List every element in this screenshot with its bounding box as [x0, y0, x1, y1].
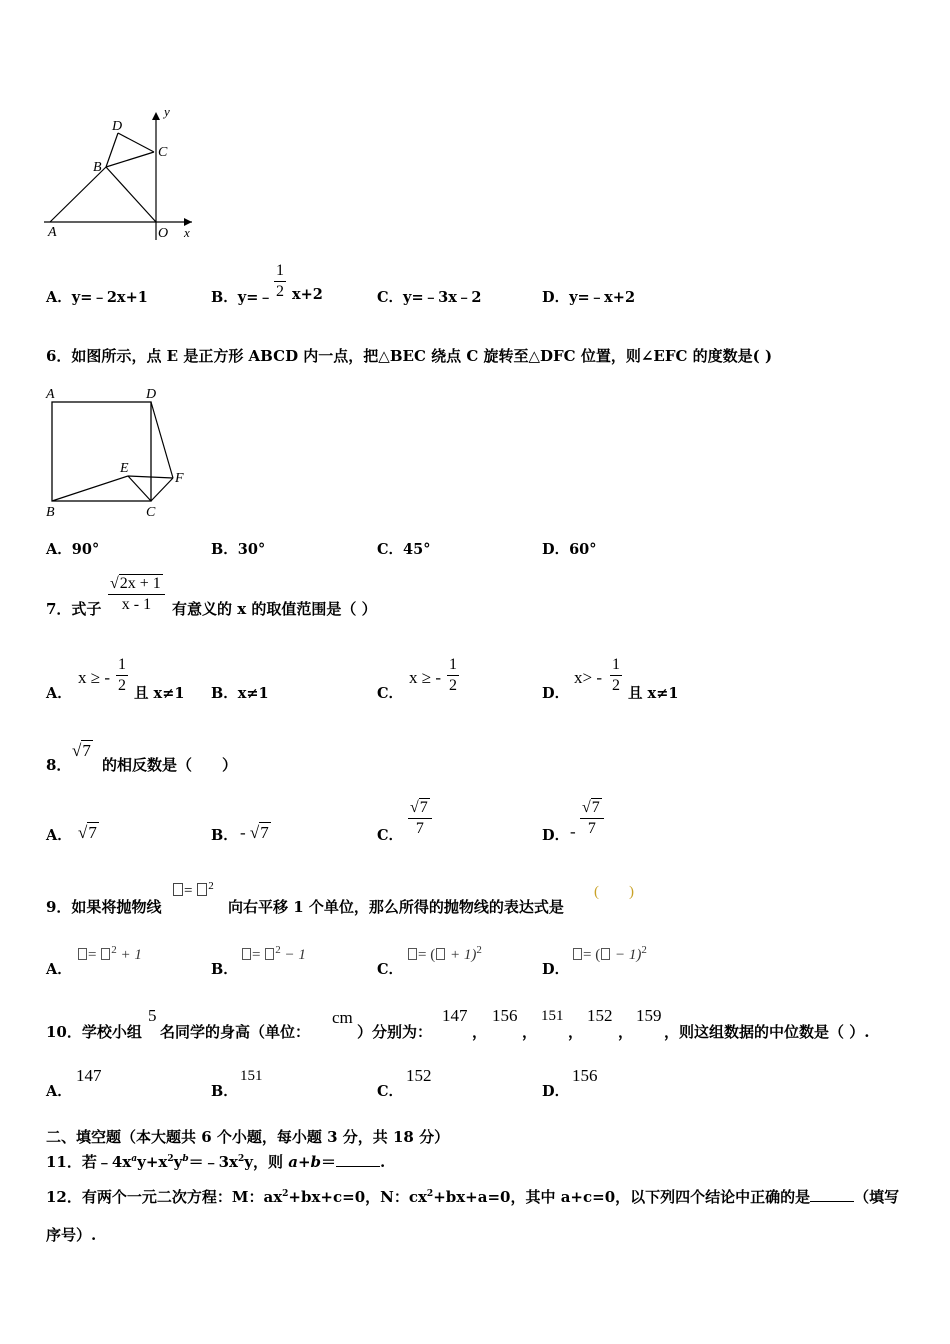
q5-option-a[interactable]: A．y=﹣2x+1 [46, 289, 148, 306]
q5-label-o: O [158, 226, 169, 241]
q7-suffix: 有意义的 x 的取值范围是（ ） [172, 600, 377, 618]
q9-option-a-letter[interactable]: A． [46, 961, 72, 978]
q7-option-c-fraction: 1 2 [449, 656, 457, 694]
q5-label-c: C [158, 145, 168, 160]
q8-option-a-value: √7 [78, 823, 97, 842]
q10-option-d-letter[interactable]: D． [542, 1083, 570, 1100]
q10-comma-3: ， [568, 1023, 584, 1041]
q6-option-a[interactable]: A．90° [46, 541, 100, 558]
q6-question-text: 6．如图所示，点 E 是正方形 ABCD 内一点，把△BEC 绕点 C 旋转至△DFC 位置，则∠EFC 的度数是( ) [46, 347, 773, 365]
q10-suffix: ，则这组数据的中位数是（ ）. [664, 1023, 870, 1041]
q8-option-a-letter[interactable]: A． [46, 827, 72, 844]
q6-label-f: F [175, 471, 184, 486]
missing-glyph-icon [408, 948, 417, 960]
q9-option-b-letter[interactable]: B． [211, 961, 238, 978]
missing-glyph-icon [101, 948, 110, 960]
q7-option-d-pre: x> - [574, 668, 602, 687]
q6-option-c[interactable]: C．45° [377, 541, 431, 558]
q10-comma-1: ， [472, 1023, 488, 1041]
q5-option-b-fraction: 1 2 [276, 262, 284, 300]
q8-option-c-letter[interactable]: C． [377, 827, 404, 844]
q7-option-a-post: 且 x≠1 [134, 685, 185, 702]
q9-prefix: 9．如果将抛物线 [46, 898, 162, 916]
q9-paren: ( ) [594, 884, 634, 900]
q11-text: 11．若$﹣4x^ay+x^2y^b=﹣3x^2y$，则 a+b＝ . [46, 1153, 386, 1171]
q6-label-c: C [146, 505, 156, 520]
q8-radical: √7 [72, 741, 91, 760]
q8-option-d-letter[interactable]: D． [542, 827, 570, 844]
q9-option-d-letter[interactable]: D． [542, 961, 570, 978]
q12-answer-blank[interactable] [810, 1187, 854, 1202]
q10-value-1: 147 [442, 1006, 468, 1025]
missing-glyph-icon [265, 948, 274, 960]
q7-expression-fraction: √2x + 1 x - 1 [108, 574, 165, 614]
q8-number: 8． [46, 756, 72, 774]
q10-comma-2: ， [522, 1023, 538, 1041]
q5-label-b: B [93, 160, 102, 175]
q12-line-1: 12．有两个一元二次方程：M：$ax^2+bx+c=0$，N：$cx^2+bx+a=0$，其中 a+c=0，以下列四个结论中正确的是 （填写 [46, 1188, 900, 1206]
missing-glyph-icon [197, 883, 207, 896]
q10-option-d-value: 156 [572, 1066, 598, 1085]
q9-option-a-formula: = $^2$ + 1 [77, 944, 142, 964]
q6-option-d[interactable]: D．60° [542, 541, 597, 558]
q10-comma-4: ， [618, 1023, 634, 1041]
q5-option-c[interactable]: C．y=﹣3x﹣2 [377, 289, 482, 306]
q6-label-a: A [46, 387, 55, 402]
q10-option-b-letter[interactable]: B． [211, 1083, 238, 1100]
q5-label-y: y [164, 104, 170, 119]
missing-glyph-icon [242, 948, 251, 960]
q5-option-d[interactable]: D．y=﹣x+2 [542, 289, 636, 306]
q5-label-x: x [184, 225, 190, 240]
q7-option-d-fraction: 1 2 [612, 656, 620, 694]
q9-option-c-letter[interactable]: C． [377, 961, 404, 978]
q6-label-b: B [46, 505, 55, 520]
q10-value-3: 151 [541, 1008, 564, 1024]
missing-glyph-icon [601, 948, 610, 960]
q7-option-d-post: 且 x≠1 [628, 685, 679, 702]
q8-option-d-fraction: √7 7 [580, 798, 604, 838]
q10-value-5: 159 [636, 1006, 662, 1025]
missing-glyph-icon [173, 883, 183, 896]
q8-option-b-letter[interactable]: B． [211, 827, 238, 844]
missing-glyph-icon [573, 948, 582, 960]
q10-unit: cm [332, 1008, 353, 1027]
q8-option-d-sign: - [570, 822, 576, 841]
q7-option-a-fraction: 1 2 [118, 656, 126, 694]
q10-option-a-value: 147 [76, 1066, 102, 1085]
q10-count: 5 [148, 1006, 157, 1025]
q10-option-c-value: 152 [406, 1066, 432, 1085]
q7-option-b[interactable]: B．x≠1 [211, 685, 269, 702]
q9-option-b-formula: = $^2$ − 1 [241, 944, 306, 964]
q6-label-e: E [120, 461, 129, 476]
q5-label-a: A [48, 225, 57, 240]
q10-option-c-letter[interactable]: C． [377, 1083, 404, 1100]
q7-option-a-pre: x ≥ - [78, 668, 110, 687]
q5-option-b-post: x+2 [292, 286, 323, 303]
q10-value-2: 156 [492, 1006, 518, 1025]
q7-option-d-letter[interactable]: D． [542, 685, 570, 702]
missing-glyph-icon [436, 948, 445, 960]
q8-suffix: 的相反数是（ ） [102, 756, 238, 774]
q9-option-d-formula: = ( − 1)$^2$ [572, 944, 647, 964]
q8-option-c-fraction: √7 7 [408, 798, 432, 838]
section-2-title: 二、填空题（本大题共 6 个小题，每小题 3 分，共 18 分） [46, 1128, 450, 1146]
q10-value-4: 152 [587, 1006, 613, 1025]
q9-option-c-formula: = ( + 1)$^2$ [407, 944, 482, 964]
q11-answer-blank[interactable] [336, 1152, 380, 1167]
q10-option-a-letter[interactable]: A． [46, 1083, 72, 1100]
q5-coordinate-figure [40, 100, 200, 245]
q7-prefix: 7．式子 [46, 600, 102, 618]
q7-option-c-letter[interactable]: C． [377, 685, 404, 702]
q9-formula: = $^2$ [172, 880, 214, 900]
q10-option-b-value: 151 [240, 1068, 263, 1084]
q8-option-b-value: - √7 [240, 823, 269, 842]
q10-mid1: 名同学的身高（单位： [160, 1023, 311, 1041]
q9-middle: 向右平移 1 个单位，那么所得的抛物线的表达式是 [228, 898, 564, 916]
q10-prefix: 10．学校小组 [46, 1023, 142, 1041]
q7-option-c-pre: x ≥ - [409, 668, 441, 687]
q5-option-b[interactable]: B．y=﹣ [211, 289, 273, 306]
q6-square-figure [42, 382, 192, 522]
q5-label-d: D [112, 119, 123, 134]
q6-label-d: D [146, 387, 157, 402]
q12-line-2: 序号）. [46, 1226, 97, 1244]
q10-mid2: ）分别为： [357, 1023, 433, 1041]
q6-option-b[interactable]: B．30° [211, 541, 266, 558]
missing-glyph-icon [78, 948, 87, 960]
q7-option-a-letter[interactable]: A． [46, 685, 72, 702]
